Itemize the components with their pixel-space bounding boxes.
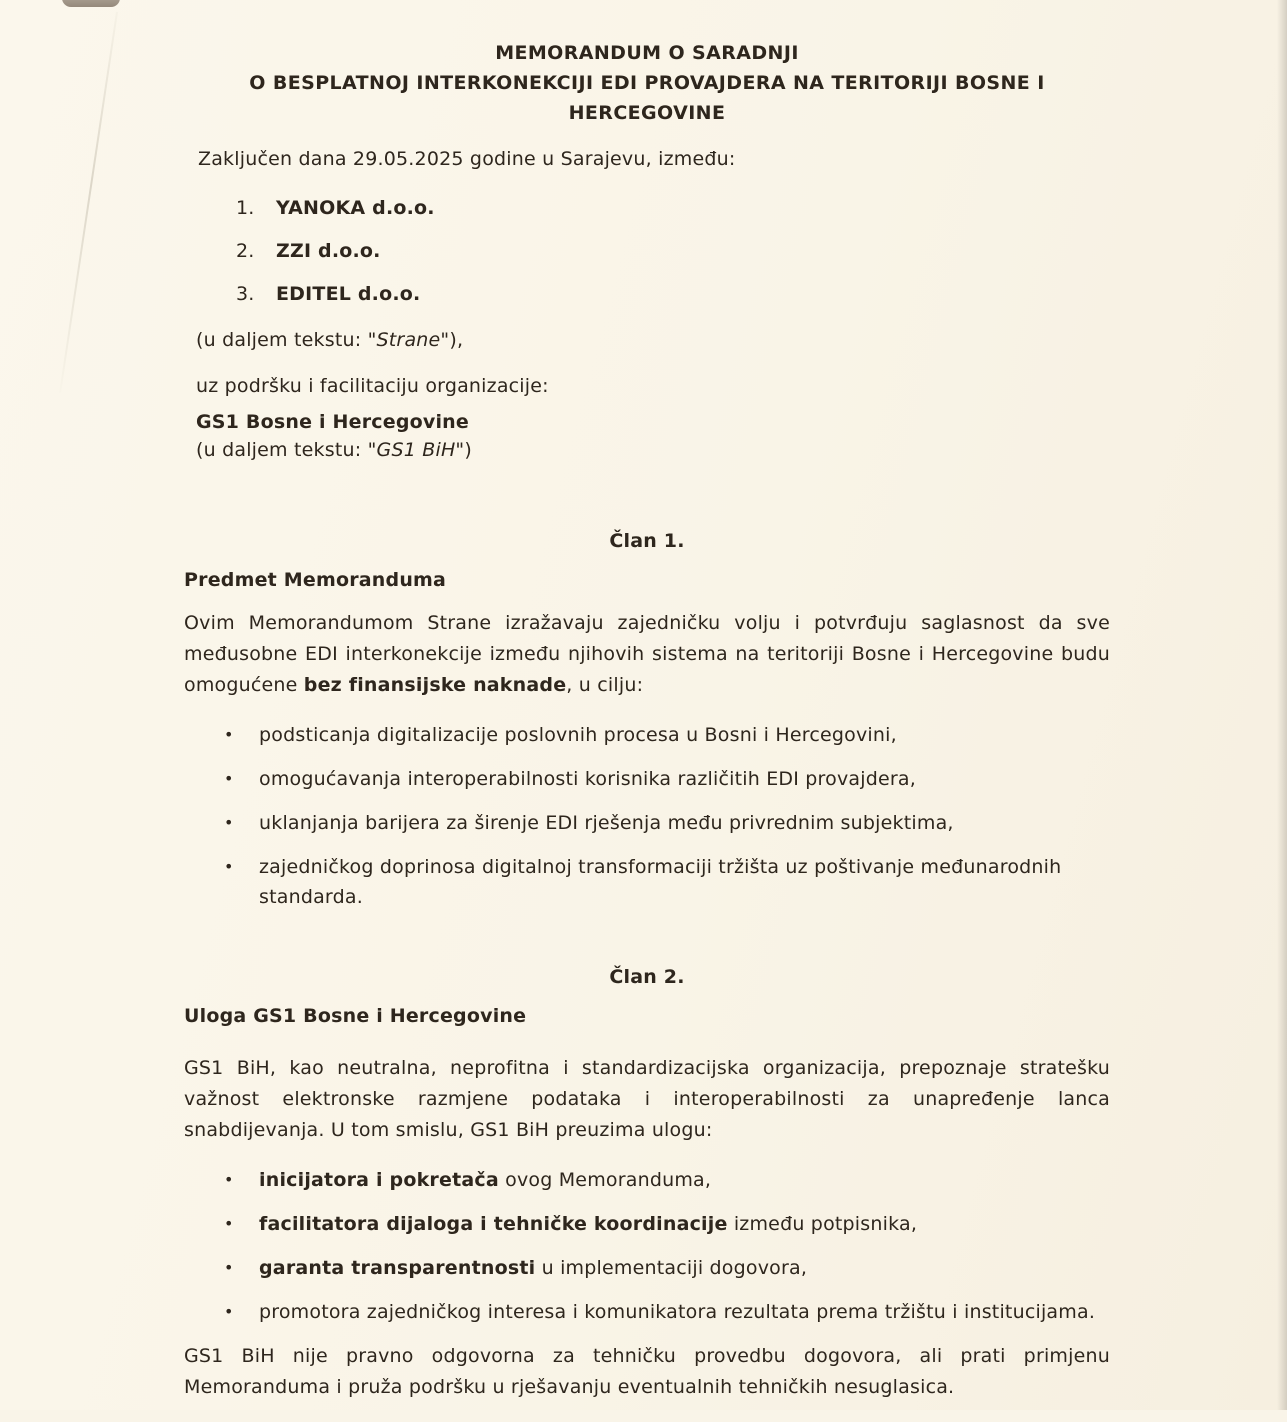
party-item [184, 196, 1110, 220]
bullet-icon [224, 1209, 259, 1239]
bullet-text: uklanjanja barijera za širenje EDI rješenja među privrednim subjektima, [259, 812, 954, 834]
bullet-icon [224, 852, 259, 912]
clan1-subheading: Predmet Memoranduma [184, 569, 447, 591]
date-line: Zaključen dana 29.05.2025 godine u Sarajevu, između: [198, 148, 736, 170]
bullet-text: omogućavanja interoperabilnosti korisnika različitih EDI provajdera, [259, 768, 916, 790]
party-list [184, 196, 1110, 306]
clan1-heading: Član 1. [609, 530, 685, 552]
party-name: EDITEL d.o.o. [276, 283, 421, 305]
bullet-icon [224, 808, 259, 838]
bullet-item [184, 1165, 1110, 1195]
bullet-bold-phrase: garanta transparentnosti [259, 1257, 536, 1279]
bullet-bold-phrase: inicijatora i pokretača [259, 1169, 499, 1191]
bullet-rest: u implementaciji dogovora, [535, 1257, 808, 1279]
party-name: YANOKA d.o.o. [276, 197, 435, 219]
support-line: uz podršku i facilitaciju organizacije: [196, 375, 549, 397]
bullet-rest: promotora zajedničkog interesa i komunikatora rezultata prema tržištu i institucijama. [259, 1301, 1096, 1323]
strane-definition-clause [196, 325, 1110, 355]
bullet-icon [224, 720, 259, 750]
party-number: 3. [236, 283, 255, 305]
clan2-bullet-list [184, 1165, 1110, 1327]
gs1-definition-clause [196, 436, 1110, 464]
bullet-text [259, 1253, 1110, 1283]
clan2-heading: Član 2. [609, 966, 685, 988]
clan1-paragraph-text: Ovim Memorandumom Strane izražavaju zajedničku volju i potvrđuju saglasnost da sve međusobne EDI interkonekcije između njihovih sistema na teritoriji Bosne i Hercegovine budu omogućene [184, 612, 1110, 696]
top-ui-tab-fragment [62, 0, 120, 7]
clan1-paragraph-tail: , u cilju: [566, 674, 644, 696]
gs1-block [196, 408, 1110, 464]
bullet-text [259, 1209, 1110, 1239]
clan1-bullet-list [184, 720, 1110, 912]
bullet-text [259, 1297, 1110, 1327]
party-name: ZZI d.o.o. [276, 240, 381, 262]
document-title-line2: O BESPLATNOJ INTERKONEKCIJI EDI PROVAJDERA NA TERITORIJI BOSNE I [249, 72, 1045, 94]
bullet-rest: ovog Memoranduma, [498, 1169, 712, 1191]
page-edge-shadow [1277, 0, 1287, 1410]
bullet-text: zajedničkog doprinosa digitalnoj transformaciji tržišta uz poštivanje međunarodnih standarda. [259, 856, 1062, 908]
bullet-item [184, 1253, 1110, 1283]
gs1-term: "GS1 BiH" [367, 439, 465, 461]
clan1-bold-phrase: bez finansijske naknade [303, 674, 567, 696]
gs1-prefix: (u daljem tekstu: [196, 439, 368, 461]
document-title [184, 38, 1110, 128]
bullet-item [184, 852, 1110, 912]
clan2-paragraph: GS1 BiH, kao neutralna, neprofitna i standardizacijska organizacija, prepoznaje stratešku važnost elektronske razmjene podataka i interoperabilnosti za unapređenje lanca snabdijevanja. U tom smislu, GS1 BiH preuzima ulogu: [184, 1057, 1110, 1141]
bullet-item [184, 764, 1110, 794]
strane-suffix: ), [449, 329, 464, 351]
bullet-item [184, 1209, 1110, 1239]
party-item [184, 282, 1110, 306]
party-number: 2. [236, 240, 255, 262]
party-number: 1. [236, 197, 255, 219]
bullet-bold-phrase: facilitatora dijaloga i tehničke koordinacije [259, 1213, 728, 1235]
bullet-icon [224, 1165, 259, 1195]
bullet-rest: između potpisnika, [727, 1213, 918, 1235]
bullet-item [184, 808, 1110, 838]
bullet-icon [224, 1297, 259, 1327]
bullet-text [259, 1165, 1110, 1195]
bullet-icon [224, 1253, 259, 1283]
document-title-line1: MEMORANDUM O SARADNJI [495, 42, 799, 64]
clan2-subheading: Uloga GS1 Bosne i Hercegovine [184, 1005, 527, 1027]
clan1-paragraph [184, 608, 1110, 701]
strane-term: "Strane" [367, 329, 450, 351]
gs1-suffix: ) [464, 439, 472, 461]
bullet-icon [224, 764, 259, 794]
strane-prefix: (u daljem tekstu: [196, 329, 368, 351]
gs1-org-name: GS1 Bosne i Hercegovine [196, 411, 469, 433]
document-content [184, 38, 1110, 1422]
closing-paragraph: GS1 BiH nije pravno odgovorna za tehničku provedbu dogovora, ali prati primjenu Memoranduma i pruža podršku u rješavanju eventualnih tehničkih nesuglasica. [184, 1345, 1110, 1398]
bullet-item [184, 720, 1110, 750]
bullet-text: podsticanja digitalizacije poslovnih procesa u Bosni i Hercegovini, [259, 724, 897, 746]
party-item [184, 239, 1110, 263]
bullet-item [184, 1297, 1110, 1327]
document-title-line3: HERCEGOVINE [568, 102, 726, 124]
